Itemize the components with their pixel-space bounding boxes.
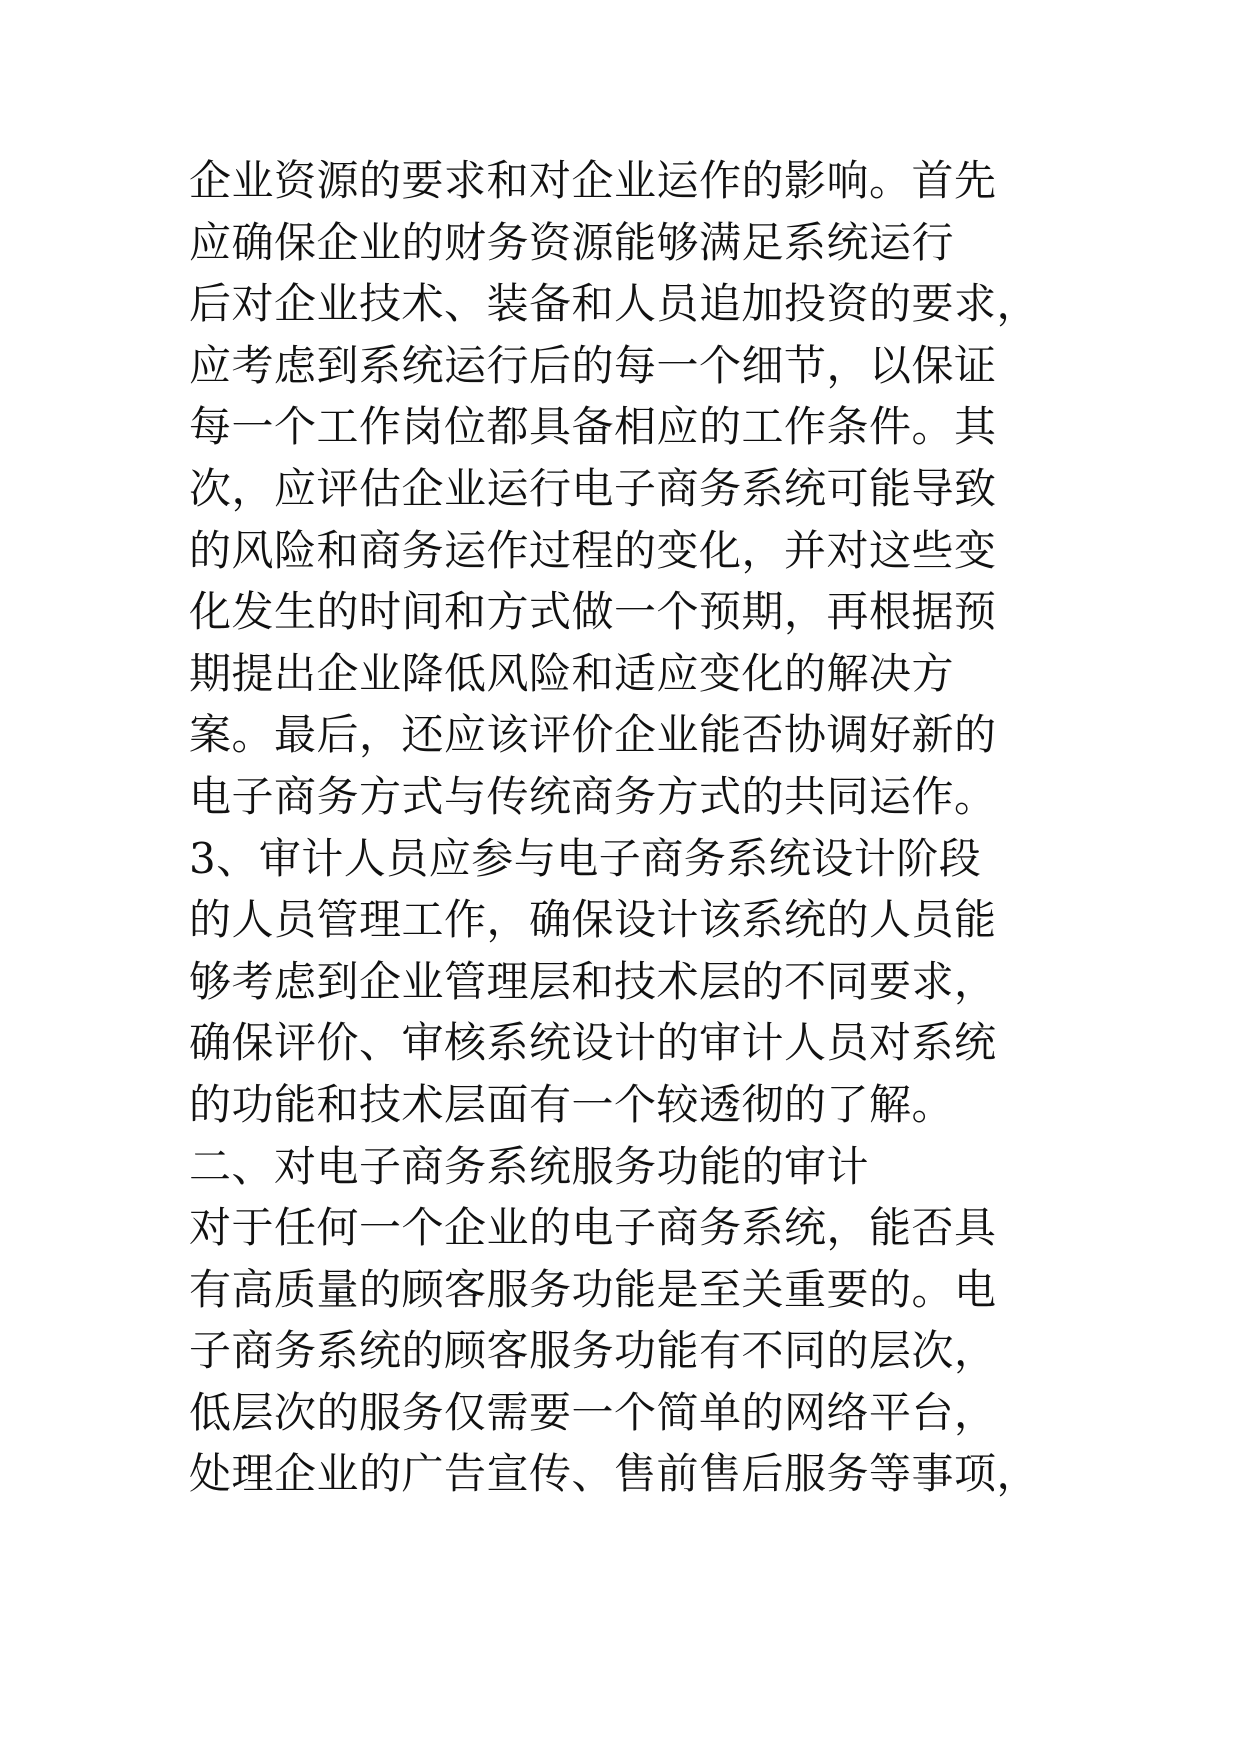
text-line: 低层次的服务仅需要一个简单的网络平台， (189, 1387, 997, 1437)
text-line: 企业资源的要求和对企业运作的影响。首先 (189, 156, 997, 205)
text-line: 电子商务方式与传统商务方式的共同运作。 (189, 771, 997, 821)
section-heading: 二、对电子商务系统服务功能的审计 (189, 1141, 870, 1191)
text-line: 次，应评估企业运行电子商务系统可能导致 (189, 463, 997, 513)
text-line: 处理企业的广告宣传、售前售后服务等事项， (189, 1449, 1040, 1499)
text-line: 化发生的时间和方式做一个预期，再根据预 (189, 587, 997, 637)
text-line: 每一个工作岗位都具备相应的工作条件。其 (189, 402, 997, 452)
text-line: 的风险和商务运作过程的变化，并对这些变 (189, 525, 997, 575)
text-line: 的人员管理工作，确保设计该系统的人员能 (189, 895, 997, 945)
text-line: 的功能和技术层面有一个较透彻的了解。 (189, 1079, 955, 1129)
text-line: 3、审计人员应参与电子商务系统设计阶段 (189, 833, 982, 883)
text-line: 应确保企业的财务资源能够满足系统运行 (189, 217, 955, 267)
text-line: 应考虑到系统运行后的每一个细节，以保证 (189, 340, 997, 390)
text-line: 够考虑到企业管理层和技术层的不同要求， (189, 956, 997, 1006)
body-text (189, 150, 1189, 1505)
text-line: 案。最后，还应该评价企业能否协调好新的 (189, 710, 997, 760)
text-line: 期提出企业降低风险和适应变化的解决方 (189, 648, 955, 698)
text-line: 后对企业技术、装备和人员追加投资的要求， (189, 279, 1040, 329)
text-line: 有高质量的顾客服务功能是至关重要的。电 (189, 1264, 997, 1314)
text-line: 确保评价、审核系统设计的审计人员对系统 (189, 1018, 997, 1068)
text-line: 子商务系统的顾客服务功能有不同的层次， (189, 1326, 997, 1376)
text-line: 对于任何一个企业的电子商务系统，能否具 (189, 1203, 997, 1253)
